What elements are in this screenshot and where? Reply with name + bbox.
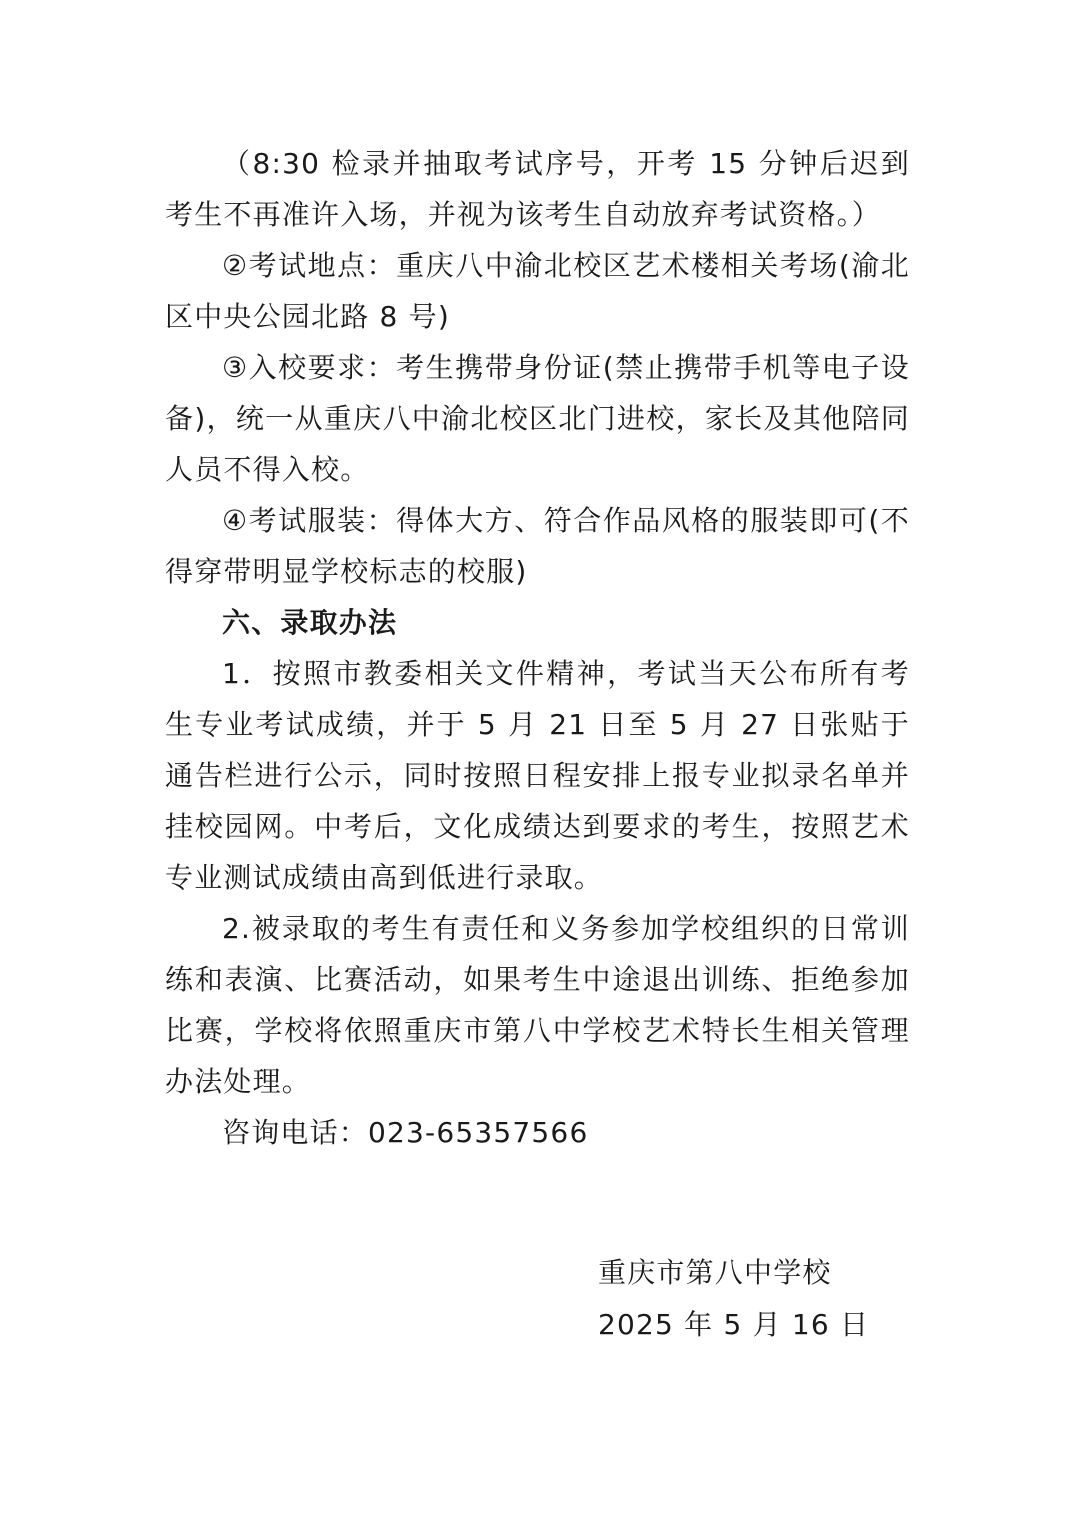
admission-rule-2-paragraph: 2.被录取的考生有责任和义务参加学校组织的日常训练和表演、比赛活动，如果考生中途退出训练、拒绝参加比赛，学校将依照重庆市第八中学校艺术特长生相关管理办法处理。 (165, 912, 910, 1098)
exam-time-note-paragraph: （8:30 检录并抽取考试序号，开考 15 分钟后迟到考生不再准许入场，并视为该考生自动放弃考试资格。） (165, 147, 910, 231)
document-body (165, 138, 910, 1158)
admission-method-heading: 六、录取办法 (222, 606, 398, 639)
signature-date: 2025 年 5 月 16 日 (598, 1308, 870, 1341)
signature-block (598, 1247, 898, 1351)
admission-rule-1-paragraph: 1．按照市教委相关文件精神，考试当天公布所有考生专业考试成绩，并于 5 月 21 日至 5 月 27 日张贴于通告栏进行公示，同时按照日程安排上报专业拟录名单并挂校园网。中考后，文化成绩达到要求的考生，按照艺术专业测试成绩由高到低进行录取。 (165, 657, 910, 894)
contact-phone-paragraph: 咨询电话：023-65357566 (222, 1116, 589, 1149)
exam-location-paragraph: ②考试地点：重庆八中渝北校区艺术楼相关考场(渝北区中央公园北路 8 号) (165, 249, 910, 333)
signature-organization: 重庆市第八中学校 (598, 1256, 832, 1289)
exam-attire-paragraph: ④考试服装：得体大方、符合作品风格的服装即可(不得穿带明显学校标志的校服) (165, 504, 910, 588)
entry-requirements-paragraph: ③入校要求：考生携带身份证(禁止携带手机等电子设备)，统一从重庆八中渝北校区北门进校，家长及其他陪同人员不得入校。 (165, 351, 910, 486)
